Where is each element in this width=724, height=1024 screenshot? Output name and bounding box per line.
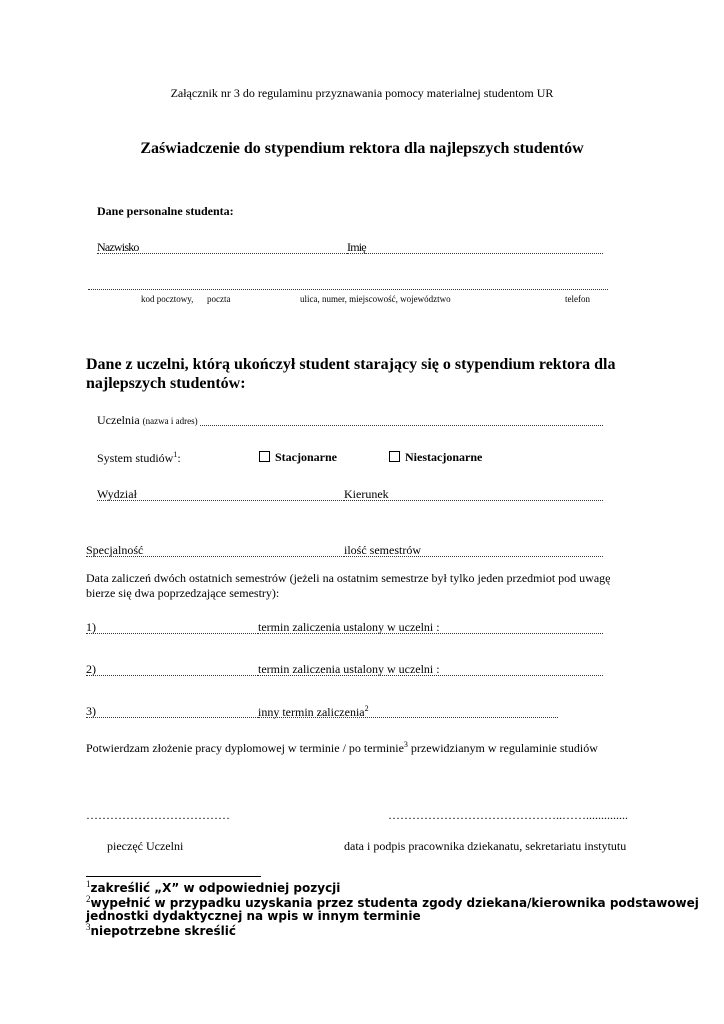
university-heading: Dane z uczelni, którą ukończył student starający się o stypendium rektora dla najlepszych studentów: — [86, 356, 616, 392]
row3-footnote-ref: 2 — [364, 704, 369, 713]
system-colon: : — [177, 451, 181, 465]
uczelnia-row — [97, 413, 198, 428]
stamp-line[interactable]: ……………………………… — [86, 808, 230, 822]
specjalnosc-field[interactable] — [86, 556, 344, 557]
document-title: Zaświadczenie do stypendium rektora dla najlepszych studentów — [140, 140, 584, 157]
kierunek-label: Kierunek — [344, 487, 389, 501]
uczelnia-label: Uczelnia — [97, 413, 140, 427]
option-stacjonarne-label: Stacjonarne — [275, 450, 337, 464]
footnote-1-number: 1 — [86, 879, 91, 889]
name-field[interactable] — [347, 253, 603, 254]
footnote-2-text: wypełnić w przypadku uzyskania przez studenta zgody dziekana/kierownika podstawowej — [90, 896, 699, 910]
signature-caption: data i podpis pracownika dziekanatu, sekretariatu instytutu — [344, 839, 627, 853]
surname-field[interactable] — [97, 253, 347, 254]
confirm-before: Potwierdzam złożenie pracy dyplomowej w terminie / po terminie — [86, 741, 404, 755]
system-footnote-ref: 1 — [173, 450, 178, 459]
kierunek-field[interactable] — [344, 500, 603, 501]
uczelnia-field[interactable] — [200, 425, 603, 426]
footnote-1 — [86, 879, 340, 895]
wydzial-field[interactable] — [97, 500, 344, 501]
checkbox-icon[interactable] — [259, 451, 270, 462]
stamp-caption: pieczęć Uczelni — [107, 839, 184, 853]
footnote-separator — [86, 876, 261, 877]
system-row — [97, 450, 181, 466]
footnote-1-text: zakreślić „X” w odpowiedniej pozycji — [90, 881, 341, 895]
option-niestacjonarne[interactable] — [389, 450, 482, 465]
footnote-2-text-continued: jednostki dydaktycznej na wpis w innym terminie — [86, 909, 421, 923]
row2-date-field[interactable] — [86, 675, 258, 676]
row3-date-field[interactable] — [86, 717, 258, 718]
signature-line[interactable]: ……………………………………..…….............. — [388, 808, 628, 822]
confirm-footnote-ref: 3 — [403, 740, 408, 749]
address-field[interactable] — [88, 289, 608, 290]
footnote-2 — [86, 894, 699, 910]
system-label: System studiów — [97, 451, 174, 465]
wydzial-label: Wydział — [97, 487, 137, 501]
confirm-statement — [86, 740, 598, 756]
semestry-label: ilość semestrów — [344, 543, 421, 557]
footnote-2-continued — [86, 909, 421, 923]
row2-label: termin zaliczenia ustalony w uczelni : — [258, 662, 440, 676]
caption-postal: kod pocztowy, — [141, 294, 194, 304]
row1-term-field[interactable] — [258, 633, 603, 634]
footnote-2-number: 2 — [86, 894, 91, 904]
exams-intro: Data zaliczeń dwóch ostatnich semestrów (jeżeli na ostatnim semestrze był tylko jeden przedmiot pod uwagę bierze się dwa poprzedzające semestry): — [86, 571, 611, 600]
row3-number: 3) — [86, 704, 96, 718]
name-label: Imię — [347, 240, 366, 254]
row1-label: termin zaliczenia ustalony w uczelni : — [258, 620, 440, 634]
footnote-3-number: 3 — [86, 922, 91, 932]
option-niestacjonarne-label: Niestacjonarne — [405, 450, 483, 464]
personal-heading: Dane personalne studenta: — [97, 204, 234, 218]
checkbox-icon[interactable] — [389, 451, 400, 462]
footnote-3 — [86, 922, 236, 938]
caption-phone: telefon — [565, 294, 590, 304]
option-stacjonarne[interactable] — [259, 450, 337, 465]
row3-label: inny termin zaliczenia — [258, 705, 365, 719]
caption-city: poczta — [207, 294, 231, 304]
row2-number: 2) — [86, 662, 96, 676]
footnote-3-text: niepotrzebne skreślić — [90, 924, 237, 938]
uczelnia-note: (nazwa i adres) — [142, 416, 198, 426]
caption-street: ulica, numer, miejscowość, województwo — [300, 294, 451, 304]
row1-date-field[interactable] — [86, 633, 258, 634]
row3-term-field[interactable] — [258, 717, 558, 718]
annex-note: Załącznik nr 3 do regulaminu przyznawania pomocy materialnej studentom UR — [170, 86, 554, 100]
row2-term-field[interactable] — [258, 675, 603, 676]
semestry-field[interactable] — [344, 556, 603, 557]
confirm-after: przewidzianym w regulaminie studiów — [407, 741, 598, 755]
row1-number: 1) — [86, 620, 96, 634]
surname-label: Nazwisko — [97, 240, 139, 254]
specjalnosc-label: Specjalność — [86, 543, 144, 557]
